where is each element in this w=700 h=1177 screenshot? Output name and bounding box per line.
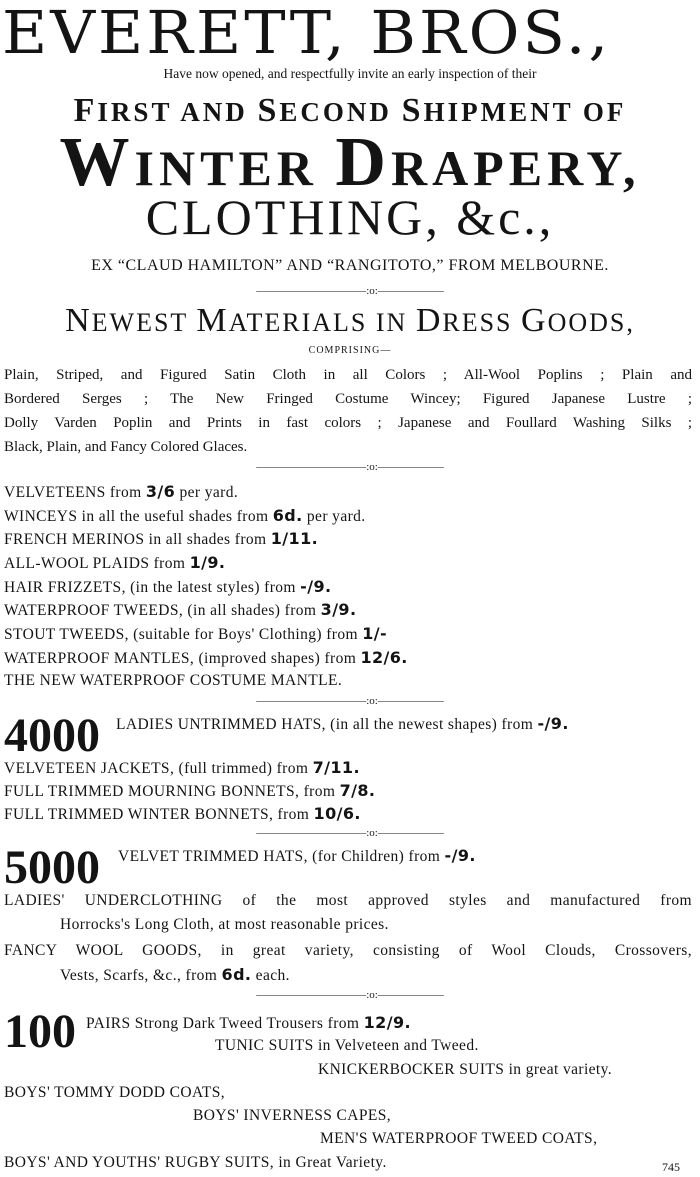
list-item xyxy=(4,531,318,548)
item-text: FRENCH MERINOS in all shades from xyxy=(4,531,271,548)
cap-m: M xyxy=(196,302,229,339)
word-ress: RESS xyxy=(442,308,513,337)
item-tail: per yard. xyxy=(175,484,239,501)
item-price: 10/6. xyxy=(313,804,361,823)
divider: ——————————:o:—————— xyxy=(256,695,444,707)
page-number: 745 xyxy=(662,1160,680,1174)
number-4000: 4000 xyxy=(4,709,100,762)
wool-line-2 xyxy=(60,967,290,984)
number-5000: 5000 xyxy=(4,841,100,894)
item-tail: each. xyxy=(251,967,290,984)
item-price: 3/9. xyxy=(320,600,357,619)
item-text: HAIR FRIZZETS, (in the latest styles) from xyxy=(4,579,301,596)
list-item xyxy=(4,650,408,667)
item-text: STOUT TWEEDS, (suitable for Boys' Clothing) from xyxy=(4,626,363,643)
dress-line: Plain, Striped, and Figured Satin Cloth in all Colors ; All-Wool Poplins ; Plain and xyxy=(4,367,692,383)
list-item: BOYS' AND YOUTHS' RUGBY SUITS, in Great Variety. xyxy=(4,1154,387,1171)
list-item xyxy=(4,555,225,572)
item-price: 1/- xyxy=(362,624,388,643)
list-item xyxy=(4,484,238,501)
item-text: ALL-WOOL PLAIDS from xyxy=(4,555,190,572)
item-price: 12/9. xyxy=(363,1013,411,1032)
item-text: WATERPROOF TWEEDS, (in all shades) from xyxy=(4,602,321,619)
item-text: VELVETEEN JACKETS, (full trimmed) from xyxy=(4,760,313,777)
item-price: -/9. xyxy=(444,846,476,865)
underclothing-line-2: Horrocks's Long Cloth, at most reasonable prices. xyxy=(60,916,389,933)
item-price: 7/8. xyxy=(339,781,376,800)
list-item xyxy=(116,716,569,733)
item-price: 6d. xyxy=(221,965,252,984)
list-item: KNICKERBOCKER SUITS in great variety. xyxy=(318,1061,613,1078)
item-text: Vests, Scarfs, &c., from xyxy=(60,967,222,984)
item-text: PAIRS Strong Dark Tweed Trousers from xyxy=(86,1015,364,1032)
item-price: 6d. xyxy=(272,506,303,525)
masthead-title: EVERETT, BROS., xyxy=(2,0,612,68)
list-item xyxy=(4,806,361,823)
item-price: 7/11. xyxy=(312,758,360,777)
divider: ——————————:o:—————— xyxy=(256,285,444,297)
word-and: AND xyxy=(180,97,248,127)
comprising-label: COMPRISING— xyxy=(308,345,392,356)
divider: ——————————:o:—————— xyxy=(256,827,444,839)
dress-line: Dolly Varden Poplin and Prints in fast colors ; Japanese and Foullard Washing Silks ; xyxy=(4,415,692,431)
word-inter: INTER xyxy=(134,140,318,196)
shipment-heading xyxy=(0,94,700,128)
cap-w: W xyxy=(59,124,135,201)
underclothing-line: LADIES' UNDERCLOTHING of the most approved styles and manufactured from xyxy=(4,892,692,909)
item-text: LADIES UNTRIMMED HATS, (in all the newest shapes) from xyxy=(116,716,538,733)
list-item xyxy=(4,783,375,800)
item-price: 1/9. xyxy=(189,553,226,572)
item-text: VELVETEENS from xyxy=(4,484,146,501)
item-price: -/9. xyxy=(300,577,332,596)
cap-d2: D xyxy=(415,302,443,339)
newest-materials-heading xyxy=(0,304,700,338)
item-text: THE NEW WATERPROOF COSTUME MANTLE. xyxy=(4,672,343,689)
list-item: TUNIC SUITS in Velveteen and Tweed. xyxy=(215,1037,479,1054)
item-price: -/9. xyxy=(537,714,569,733)
item-text: WINCEYS in all the useful shades from xyxy=(4,508,273,525)
list-item: MEN'S WATERPROOF TWEED COATS, xyxy=(320,1130,598,1147)
item-price: 3/6 xyxy=(145,482,176,501)
word-ewest: EWEST xyxy=(91,308,188,337)
list-item xyxy=(4,626,387,643)
item-text: WATERPROOF MANTLES, (improved shapes) from xyxy=(4,650,361,667)
cap-s2: S xyxy=(401,92,424,129)
list-item: BOYS' INVERNESS CAPES, xyxy=(193,1107,392,1124)
invite-line: Have now opened, and respectfully invite an early inspection of their xyxy=(163,66,537,81)
item-price: 12/6. xyxy=(360,648,408,667)
winter-drapery-heading xyxy=(0,124,700,201)
word-rapery: RAPERY, xyxy=(390,140,641,196)
item-tail: per yard. xyxy=(302,508,366,525)
item-text: VELVET TRIMMED HATS, (for Children) from xyxy=(118,848,445,865)
ship-line: EX “CLAUD HAMILTON” AND “RANGITOTO,” FROM MELBOURNE. xyxy=(91,257,609,274)
divider: ——————————:o:—————— xyxy=(256,989,444,1001)
cap-n: N xyxy=(65,302,92,339)
item-text: FULL TRIMMED WINTER BONNETS, from xyxy=(4,806,314,823)
word-hipment: HIPMENT xyxy=(423,97,574,127)
list-item xyxy=(4,508,366,525)
list-item xyxy=(4,579,331,596)
word-irst: IRST xyxy=(97,97,172,127)
list-item xyxy=(4,602,356,619)
number-100: 100 xyxy=(4,1005,76,1058)
item-text: FULL TRIMMED MOURNING BONNETS, from xyxy=(4,783,340,800)
divider: ——————————:o:—————— xyxy=(256,461,444,473)
word-aterials: ATERIALS IN xyxy=(228,308,408,337)
cap-f: F xyxy=(73,92,98,129)
dress-line-last: Black, Plain, and Fancy Colored Glaces. xyxy=(4,439,248,455)
wool-line: FANCY WOOL GOODS, in great variety, consisting of Wool Clouds, Crossovers, xyxy=(4,942,692,959)
cap-d: D xyxy=(335,124,391,201)
list-item xyxy=(118,848,476,865)
dress-line: Bordered Serges ; The New Fringed Costume Wincey; Figured Japanese Lustre ; xyxy=(4,391,692,407)
list-item xyxy=(4,760,360,777)
list-item: BOYS' TOMMY DODD COATS, xyxy=(4,1084,225,1101)
list-item xyxy=(86,1015,411,1032)
clothing-heading: CLOTHING, &c., xyxy=(145,189,555,245)
cap-g: G xyxy=(521,302,548,339)
word-oods: OODS, xyxy=(547,308,635,337)
list-item xyxy=(4,673,342,689)
word-of: OF xyxy=(582,97,627,127)
cap-s: S xyxy=(257,92,280,129)
item-price: 1/11. xyxy=(270,529,319,548)
word-econd: ECOND xyxy=(279,97,392,127)
